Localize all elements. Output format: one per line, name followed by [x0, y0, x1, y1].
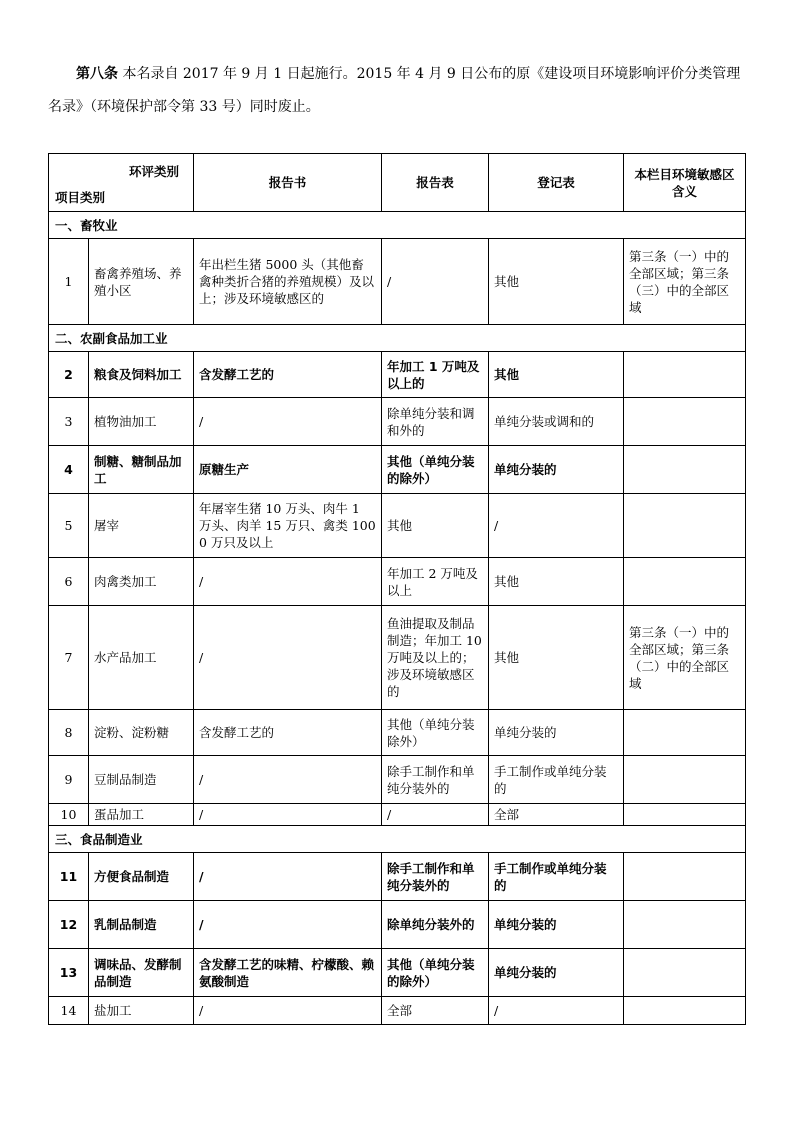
- report-form-cell: /: [382, 804, 489, 826]
- report-book-cell: 年出栏生猪 5000 头（其他畜禽种类折合猪的养殖规模）及以上；涉及环境敏感区的: [194, 239, 382, 325]
- registration-cell: /: [489, 494, 624, 558]
- table-header-row: [49, 154, 746, 212]
- item-name: 乳制品制造: [89, 901, 194, 949]
- sensitive-area-cell: 第三条（一）中的全部区域；第三条（二）中的全部区域: [624, 606, 746, 710]
- registration-cell: 其他: [489, 606, 624, 710]
- table-row: [49, 804, 746, 826]
- sensitive-area-cell: [624, 997, 746, 1025]
- item-name: 粮食及饲料加工: [89, 352, 194, 398]
- section-row: [49, 325, 746, 352]
- row-number: 10: [49, 804, 89, 826]
- table-body: [49, 212, 746, 1025]
- table-row: [49, 606, 746, 710]
- section-row: [49, 212, 746, 239]
- item-name: 制糖、糖制品加工: [89, 446, 194, 494]
- report-book-cell: 年屠宰生猪 10 万头、肉牛 1 万头、肉羊 15 万只、禽类 1000 万只及以上: [194, 494, 382, 558]
- item-name: 蛋品加工: [89, 804, 194, 826]
- registration-cell: /: [489, 997, 624, 1025]
- item-name: 屠宰: [89, 494, 194, 558]
- registration-cell: 单纯分装的: [489, 446, 624, 494]
- report-book-cell: /: [194, 901, 382, 949]
- table-row: [49, 949, 746, 997]
- report-form-cell: 除手工制作和单纯分装外的: [382, 853, 489, 901]
- header-corner-cell: [49, 154, 194, 212]
- item-name: 植物油加工: [89, 398, 194, 446]
- article-label: 第八条: [76, 66, 118, 82]
- header-sensitive: 本栏目环境敏感区含义: [624, 154, 746, 212]
- item-name: 豆制品制造: [89, 756, 194, 804]
- section-title: 二、农副食品加工业: [49, 325, 746, 352]
- report-book-cell: /: [194, 853, 382, 901]
- report-book-cell: 含发酵工艺的: [194, 710, 382, 756]
- sensitive-area-cell: [624, 494, 746, 558]
- registration-cell: 其他: [489, 558, 624, 606]
- item-name: 畜禽养殖场、养殖小区: [89, 239, 194, 325]
- row-number: 7: [49, 606, 89, 710]
- report-form-cell: 除手工制作和单纯分装外的: [382, 756, 489, 804]
- table-row: [49, 997, 746, 1025]
- article-paragraph: [48, 58, 748, 124]
- row-number: 14: [49, 997, 89, 1025]
- report-book-cell: 含发酵工艺的: [194, 352, 382, 398]
- table-row: [49, 558, 746, 606]
- row-number: 2: [49, 352, 89, 398]
- item-name: 淀粉、淀粉糖: [89, 710, 194, 756]
- table-row: [49, 494, 746, 558]
- item-name: 盐加工: [89, 997, 194, 1025]
- report-book-cell: /: [194, 606, 382, 710]
- item-name: 水产品加工: [89, 606, 194, 710]
- sensitive-area-cell: [624, 756, 746, 804]
- report-form-cell: 全部: [382, 997, 489, 1025]
- table-row: [49, 901, 746, 949]
- registration-cell: 手工制作或单纯分装的: [489, 853, 624, 901]
- row-number: 11: [49, 853, 89, 901]
- article-text: 本名录自 2017 年 9 月 1 日起施行。2015 年 4 月 9 日公布的原《建设项目环境影响评价分类管理名录》（环境保护部令第 33 号）同时废止。: [48, 66, 741, 115]
- item-name: 肉禽类加工: [89, 558, 194, 606]
- report-book-cell: 含发酵工艺的味精、柠檬酸、赖氨酸制造: [194, 949, 382, 997]
- sensitive-area-cell: [624, 949, 746, 997]
- registration-cell: 单纯分装的: [489, 710, 624, 756]
- report-form-cell: 其他: [382, 494, 489, 558]
- row-number: 6: [49, 558, 89, 606]
- header-registration: 登记表: [489, 154, 624, 212]
- sensitive-area-cell: [624, 853, 746, 901]
- registration-cell: 单纯分装或调和的: [489, 398, 624, 446]
- report-form-cell: /: [382, 239, 489, 325]
- registration-cell: 手工制作或单纯分装的: [489, 756, 624, 804]
- header-corner-top: 环评类别: [128, 164, 179, 179]
- row-number: 12: [49, 901, 89, 949]
- report-book-cell: /: [194, 997, 382, 1025]
- table-row: [49, 352, 746, 398]
- header-report-book: 报告书: [194, 154, 382, 212]
- header-corner-bottom: 项目类别: [55, 190, 106, 205]
- row-number: 9: [49, 756, 89, 804]
- report-form-cell: 年加工 2 万吨及以上: [382, 558, 489, 606]
- report-form-cell: 其他（单纯分装的除外）: [382, 949, 489, 997]
- table-row: [49, 239, 746, 325]
- report-book-cell: /: [194, 804, 382, 826]
- table-row: [49, 398, 746, 446]
- report-form-cell: 鱼油提取及制品制造；年加工 10 万吨及以上的；涉及环境敏感区的: [382, 606, 489, 710]
- sensitive-area-cell: [624, 901, 746, 949]
- row-number: 3: [49, 398, 89, 446]
- report-book-cell: /: [194, 756, 382, 804]
- report-book-cell: /: [194, 558, 382, 606]
- registration-cell: 其他: [489, 239, 624, 325]
- report-book-cell: 原糖生产: [194, 446, 382, 494]
- sensitive-area-cell: 第三条（一）中的全部区域；第三条（三）中的全部区域: [624, 239, 746, 325]
- section-title: 三、食品制造业: [49, 826, 746, 853]
- report-form-cell: 其他（单纯分装的除外）: [382, 446, 489, 494]
- row-number: 5: [49, 494, 89, 558]
- row-number: 1: [49, 239, 89, 325]
- section-title: 一、畜牧业: [49, 212, 746, 239]
- registration-cell: 全部: [489, 804, 624, 826]
- item-name: 调味品、发酵制品制造: [89, 949, 194, 997]
- report-form-cell: 年加工 1 万吨及以上的: [382, 352, 489, 398]
- item-name: 方便食品制造: [89, 853, 194, 901]
- registration-cell: 单纯分装的: [489, 901, 624, 949]
- report-form-cell: 除单纯分装外的: [382, 901, 489, 949]
- sensitive-area-cell: [624, 352, 746, 398]
- sensitive-area-cell: [624, 710, 746, 756]
- table-row: [49, 446, 746, 494]
- row-number: 13: [49, 949, 89, 997]
- classification-table: [48, 153, 746, 1025]
- section-row: [49, 826, 746, 853]
- row-number: 8: [49, 710, 89, 756]
- sensitive-area-cell: [624, 446, 746, 494]
- registration-cell: 单纯分装的: [489, 949, 624, 997]
- row-number: 4: [49, 446, 89, 494]
- report-form-cell: 除单纯分装和调和外的: [382, 398, 489, 446]
- report-book-cell: /: [194, 398, 382, 446]
- table-row: [49, 853, 746, 901]
- report-form-cell: 其他（单纯分装除外）: [382, 710, 489, 756]
- registration-cell: 其他: [489, 352, 624, 398]
- header-report-form: 报告表: [382, 154, 489, 212]
- sensitive-area-cell: [624, 804, 746, 826]
- table-row: [49, 710, 746, 756]
- sensitive-area-cell: [624, 558, 746, 606]
- sensitive-area-cell: [624, 398, 746, 446]
- table-row: [49, 756, 746, 804]
